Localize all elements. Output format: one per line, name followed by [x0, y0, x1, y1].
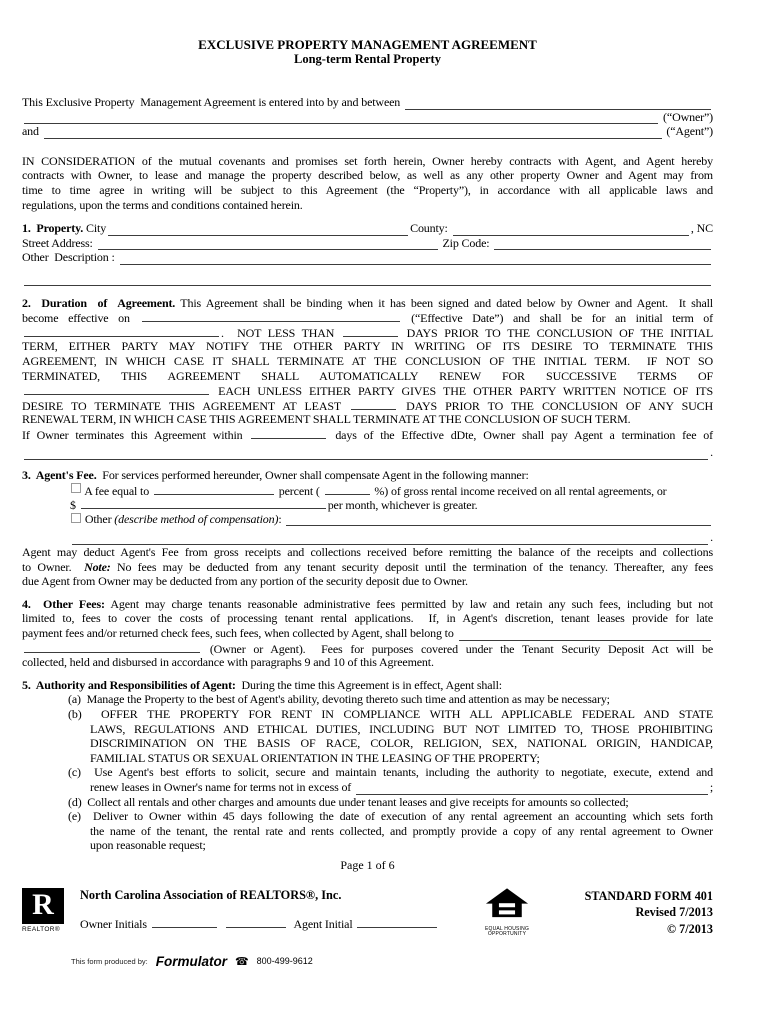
section-4-other-fees — [22, 597, 713, 670]
text-run: AGREEMENT, IN WHICH CASE IT SHALL TERMINATE AT THE CONCLUSION OF THE INITIAL TERM. IF NOT SO — [22, 353, 713, 368]
blank-field[interactable] — [325, 483, 370, 495]
form-line — [22, 751, 713, 766]
text-run: : — [278, 511, 285, 526]
text-run: days of the Effective dDte, Owner shall pay Agent a termination fee of — [328, 427, 713, 442]
text-run: due Agent from Owner may be deducted from any portion of the security deposit due to Owner. — [22, 574, 468, 589]
form-line — [22, 250, 713, 265]
text-run: FAMILIAL STATUS OR SEXUAL ORIENTATION IN THE LEASING OF THE PROPERTY; — [90, 750, 540, 765]
form-line — [22, 692, 713, 707]
form-line — [22, 611, 713, 626]
text-run: Agent may charge tenants reasonable administrative fees permitted by law and retain any such fees, including but not — [104, 596, 713, 611]
text-run: Other Description : — [22, 250, 118, 265]
blank-field[interactable] — [459, 629, 711, 641]
fee-option-other-line — [22, 512, 713, 527]
intro-section — [22, 95, 713, 139]
text-run: 1. Property. — [22, 221, 84, 236]
form-line — [22, 780, 713, 795]
form-line — [22, 339, 713, 354]
blank-field[interactable] — [81, 497, 326, 509]
text-run: Other — [82, 511, 115, 526]
text-run: , NC — [690, 221, 713, 236]
text-run — [219, 917, 225, 931]
blank-field[interactable] — [405, 98, 711, 110]
text-run: payment fees and/or returned check fees, such fees, when collected by Agent, shall belong to — [22, 626, 457, 640]
form-line — [22, 95, 713, 110]
blank-field[interactable] — [24, 641, 200, 653]
blank-field[interactable] — [120, 253, 712, 265]
text-run: No fees may be deducted from any tenant security deposit until the termination of the tenancy. Thereafter, any fees — [110, 559, 713, 574]
initials-line — [80, 915, 471, 930]
text-run: 2. Duration of Agreement. — [22, 295, 176, 310]
page-number: Page 1 of 6 — [340, 857, 395, 872]
text-run: LAWS, REGULATIONS AND ETHICAL DUTIES, INCLUDING BUT NOT LIMITED TO, THOSE PROHIBITING — [90, 721, 713, 736]
form-line — [22, 310, 713, 325]
text-run: limited to, fees to cover the costs of processing tenant rental applications. If, in Agent's discretion, tenant leases provide for late — [22, 611, 713, 626]
text-run: County: — [410, 221, 451, 236]
text-run: renew leases in Owner's name for terms not in excess of — [90, 779, 355, 794]
blank-field[interactable] — [226, 915, 286, 928]
text-run: EACH UNLESS EITHER PARTY GIVES THE OTHER PARTY WRITTEN NOTICE OF ITS — [211, 384, 713, 399]
equal-housing-caption-line1: EQUAL HOUSING — [484, 925, 530, 932]
text-run: . NOT LESS THAN — [221, 325, 341, 340]
section-3-agents-fee — [22, 468, 713, 589]
text-run: Agent may deduct Agent's Fee from gross receipts and collections received before remitting the balance of the receipts and collections — [22, 545, 713, 560]
form-line — [22, 154, 713, 169]
text-run: time to time agree in writing will be subject to this Agreement (the “Property”), in accordance with all applicable laws and — [22, 182, 713, 197]
form-line — [22, 560, 713, 575]
form-line — [22, 412, 713, 427]
produced-by-label: This form produced by: — [71, 956, 148, 966]
blank-field[interactable] — [24, 325, 219, 337]
text-run: DAYS PRIOR TO THE CONCLUSION OF THE INITIAL — [399, 325, 713, 340]
blank-field[interactable] — [251, 427, 326, 439]
blank-field[interactable] — [152, 915, 217, 928]
form-line — [22, 809, 713, 824]
fee-option-percent-line — [22, 483, 713, 498]
text-run: DISCRIMINATION ON THE BASIS OF RACE, COLOR, RELIGION, SEX, NATIONAL ORIGIN, HANDICAP, — [90, 736, 713, 751]
form-line — [22, 736, 713, 751]
realtor-logo-caption: REALTOR® — [22, 925, 61, 933]
equal-housing-logo — [471, 888, 543, 938]
text-run: regulations, upon the terms and conditions contained herein. — [22, 197, 303, 212]
blank-field[interactable] — [351, 398, 396, 410]
text-run: If Owner terminates this Agreement within — [22, 427, 250, 442]
form-line — [22, 398, 713, 413]
text-run: . — [710, 445, 713, 460]
equal-housing-house-icon — [484, 888, 530, 922]
document-content — [22, 0, 713, 873]
text-run: %) of gross rental income received on all rental agreements, or — [371, 483, 667, 498]
text-run: (c) Use Agent's best efforts to solicit, secure and maintain tenants, including the authority to negotiate, execute, extend and — [68, 765, 713, 780]
form-line — [22, 369, 713, 384]
text-run: (“Owner”) — [660, 109, 713, 124]
text-run: TERMINATED, THIS AGREEMENT SHALL AUTOMATICALLY RENEW FOR SUCCESSIVE TERMS OF — [22, 368, 713, 383]
realtor-logo — [22, 888, 80, 933]
text-run: For services performed hereunder, Owner shall compensate Agent in the following manner: — [96, 468, 529, 483]
form-line — [22, 325, 713, 340]
text-run: (d) Collect all rentals and other charges and amounts due under tenant leases and give receipts for amounts so collected; — [68, 794, 629, 809]
revised-date: Revised 7/2013 — [635, 905, 713, 920]
text-run: (b) OFFER THE PROPERTY FOR RENT IN COMPLIANCE WITH ALL APPLICABLE FEDERAL AND STATE — [68, 706, 713, 721]
text-run: DESIRE TO TERMINATE THIS AGREEMENT AT LEAST — [22, 398, 349, 413]
form-line — [22, 183, 713, 198]
form-line — [22, 707, 713, 722]
text-run: Zip Code: — [439, 235, 493, 250]
form-line — [22, 545, 713, 560]
form-line — [22, 795, 713, 810]
blank-field[interactable] — [494, 238, 711, 250]
text-run: become effective on — [22, 311, 140, 326]
text-run: collected, held and disbursed in accordance with paragraphs 9 and 10 of this Agreement. — [22, 655, 434, 670]
blank-field[interactable] — [72, 533, 708, 545]
section-5-authority — [22, 678, 713, 853]
form-line — [22, 427, 713, 442]
checkbox[interactable] — [71, 483, 81, 493]
checkbox[interactable] — [71, 513, 81, 523]
text-run: the name of the tenant, the rental rate and rents collected, and promptly provide a copy of any rental agreement to Owner — [90, 823, 713, 838]
text-run: (Owner or Agent). Fees for purposes covered under the Tenant Security Deposit Act will be — [202, 641, 713, 656]
blank-field[interactable] — [356, 783, 708, 795]
form-line — [22, 655, 713, 670]
form-line — [22, 641, 713, 656]
blank-field[interactable] — [343, 325, 398, 337]
section-2-duration — [22, 296, 713, 461]
document-title: EXCLUSIVE PROPERTY MANAGEMENT AGREEMENT — [198, 37, 537, 52]
text-run: (describe method of compensation) — [114, 511, 279, 526]
text-run: ; — [709, 779, 713, 794]
text-run: $ — [70, 498, 79, 513]
form-line — [22, 168, 713, 183]
footer-center — [80, 888, 471, 930]
copyright: © 7/2013 — [666, 921, 713, 936]
blank-field[interactable] — [24, 448, 708, 460]
text-run: to Owner. — [22, 559, 85, 574]
form-line — [22, 271, 713, 286]
footer-right — [543, 888, 713, 938]
blank-field[interactable] — [108, 224, 408, 236]
blank-field[interactable] — [142, 310, 400, 322]
text-run: . — [710, 530, 713, 545]
fee-option-amount-line — [22, 497, 713, 512]
text-run: A fee equal to — [82, 483, 152, 498]
form-line — [22, 110, 713, 125]
text-run: City — [83, 221, 107, 236]
text-run: Agent Initial — [288, 916, 356, 931]
form-line — [22, 445, 713, 460]
text-run: This Exclusive Property Management Agreement is entered into by and between — [22, 95, 404, 109]
blank-field[interactable] — [24, 274, 711, 286]
text-run: Owner Initials — [80, 916, 150, 931]
blank-field[interactable] — [286, 514, 711, 526]
form-line — [22, 722, 713, 737]
form-line — [22, 626, 713, 641]
form-line — [22, 198, 713, 213]
text-run: During the time this Agreement is in effect, Agent shall: — [235, 677, 502, 692]
blank-field[interactable] — [98, 238, 438, 250]
text-run: per month, whichever is greater. — [327, 498, 478, 513]
blank-field[interactable] — [24, 112, 658, 124]
text-run: 3. Agent's Fee. — [22, 468, 97, 483]
equal-housing-caption-line2: OPPORTUNITY — [487, 931, 527, 938]
form-line — [22, 597, 713, 612]
text-run: Street Address: — [22, 235, 96, 250]
form-line — [22, 354, 713, 369]
form-line — [22, 124, 713, 139]
produced-by-line — [71, 954, 770, 969]
text-run: (e) Deliver to Owner within 45 days following the date of execution of any rental agreement an accounting which sets forth — [68, 809, 713, 824]
text-run: contracts with Owner, to lease and manage the property described below, as well as any other property Owner and Agent may from — [22, 168, 713, 183]
text-run: (“Agent”) — [663, 124, 713, 139]
form-line — [22, 383, 713, 398]
blank-field[interactable] — [24, 383, 209, 395]
form-line — [22, 574, 713, 589]
standard-form-number: STANDARD FORM 401 — [584, 888, 713, 903]
footer — [22, 888, 713, 938]
realtor-logo-letter: R — [32, 887, 54, 921]
text-run: RENEWAL TERM, IN WHICH CASE THIS AGREEMENT SHALL TERMINATE AT THE CONCLUSION OF SUCH TERM. — [22, 412, 631, 427]
phone-icon: ☎ — [234, 955, 249, 968]
form-line — [22, 530, 713, 545]
text-run: DAYS PRIOR TO THE CONCLUSION OF ANY SUCH — [397, 398, 713, 413]
form-line — [22, 296, 713, 311]
blank-field[interactable] — [453, 224, 689, 236]
blank-field[interactable] — [44, 127, 662, 139]
text-run: Note: — [84, 559, 111, 574]
text-run: This Agreement shall be binding when it has been signed and dated below by Owner and Agent. It shall — [175, 295, 713, 310]
text-run: and — [22, 124, 42, 139]
blank-field[interactable] — [154, 483, 274, 495]
form-line — [22, 838, 713, 853]
text-run: percent ( — [275, 483, 323, 498]
text-run: 5. Authority and Responsibilities of Agent: — [22, 677, 236, 692]
consideration-paragraph — [22, 154, 713, 212]
text-run: (“Effective Date”) and shall be for an initial term of — [401, 311, 714, 326]
form-line — [22, 678, 713, 693]
blank-field[interactable] — [357, 915, 437, 928]
form-line — [22, 765, 713, 780]
form-line — [22, 221, 713, 236]
section-1-property — [22, 221, 713, 285]
text-run: upon reasonable request; — [90, 838, 206, 853]
form-line — [22, 468, 713, 483]
form-line — [22, 824, 713, 839]
association-name: North Carolina Association of REALTORS®, Inc. — [80, 887, 342, 902]
formulator-logo: Formulator — [155, 953, 227, 969]
producer-phone: 800-499-9612 — [256, 956, 313, 967]
form-line — [22, 236, 713, 251]
text-run: IN CONSIDERATION of the mutual covenants and promises set forth herein, Owner hereby contracts with Agent, and Agent hereby — [22, 153, 713, 168]
text-run: TERM, EITHER PARTY MAY NOTIFY THE OTHER PARTY IN WRITING OF ITS DESIRE TO TERMINATE THIS — [22, 339, 713, 354]
text-run: (a) Manage the Property to the best of Agent's ability, devoting thereto such time and attention as may be necessary; — [68, 692, 610, 707]
realtor-logo-icon — [22, 888, 64, 924]
document-subtitle: Long-term Rental Property — [294, 52, 441, 66]
text-run: 4. Other Fees: — [22, 596, 105, 611]
document-title-block — [22, 0, 713, 67]
